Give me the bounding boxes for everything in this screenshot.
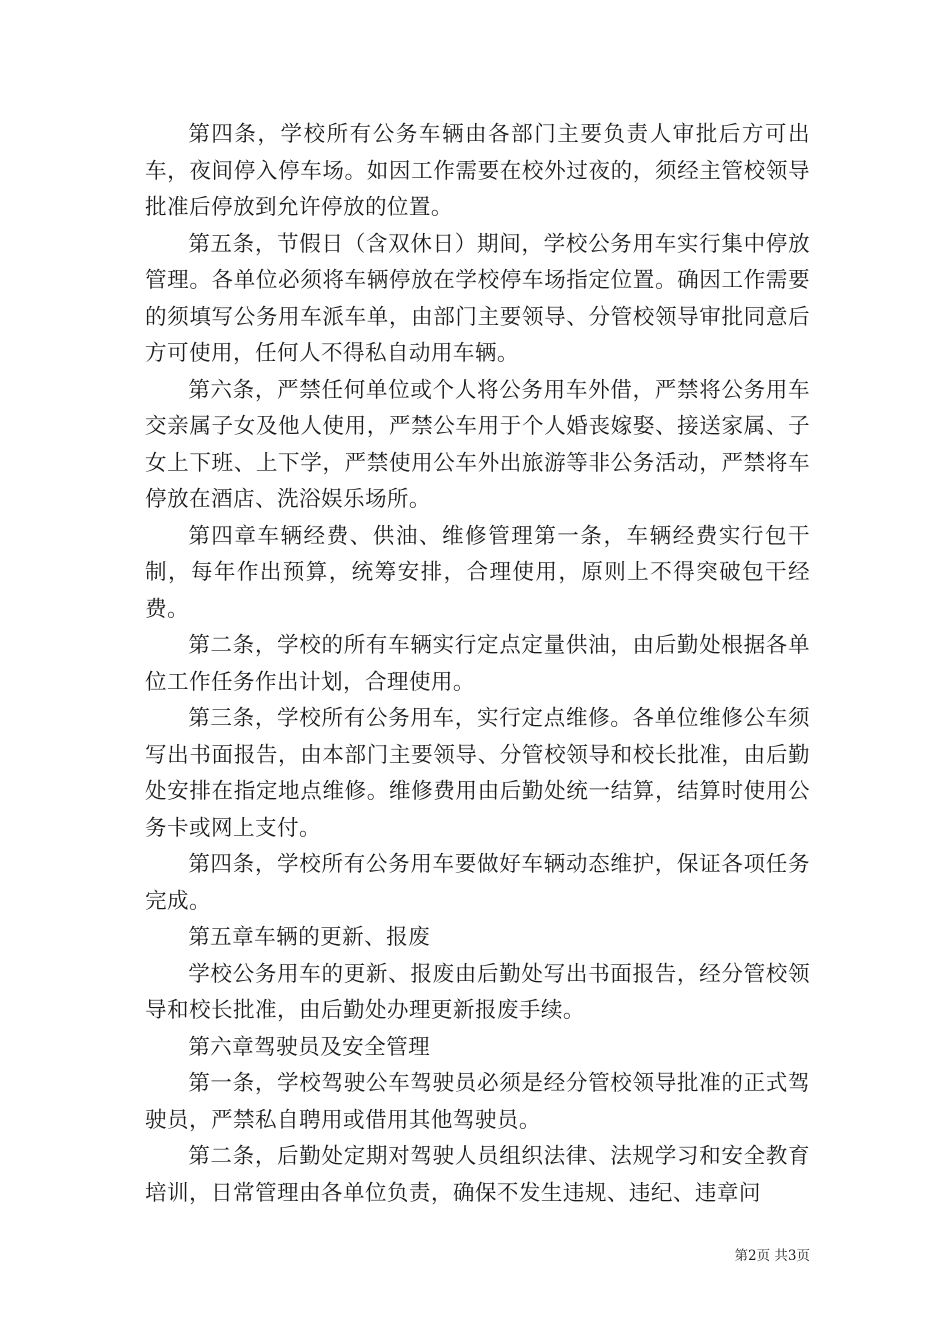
heading-chapter-5: 第五章车辆的更新、报废	[188, 925, 431, 950]
heading-chapter-6: 第六章驾驶员及安全管理	[188, 1034, 431, 1060]
paragraph-chapter-5-renewal: 学校公务用车的更新、报废由后勤处写出书面报告，经分管校领导和校长批准，由后勤处办理更新报废手续。	[145, 961, 810, 1023]
total-pages-number: 3	[787, 1248, 797, 1264]
document-body	[145, 117, 810, 1212]
paragraph-article-1-drivers: 第一条，学校驾驶公车驾驶员必须是经分管校领导批准的正式驾驶员，严禁私自聘用或借用其他驾驶员。	[145, 1071, 810, 1133]
page-label-suffix: 页	[796, 1248, 810, 1264]
paragraph-article-4-maintenance: 第四条，学校所有公务用车要做好车辆动态维护，保证各项任务完成。	[145, 852, 810, 914]
paragraph-article-2-fuel: 第二条，学校的所有车辆实行定点定量供油，由后勤处根据各单位工作任务作出计划，合理使用。	[145, 633, 810, 695]
current-page-number: 2	[748, 1248, 757, 1264]
paragraph-article-6-prohibitions: 第六条，严禁任何单位或个人将公务用车外借，严禁将公务用车交亲属子女及他人使用，严禁公车用于个人婚丧嫁娶、接送家属、子女上下班、上下学，严禁使用公车外出旅游等非公务活动，严禁将车停放在酒店、洗浴娱乐场所。	[145, 377, 810, 512]
paragraph-chapter-4-funding: 第四章车辆经费、供油、维修管理第一条，车辆经费实行包干制，每年作出预算，统筹安排，合理使用，原则上不得突破包干经费。	[145, 523, 810, 622]
paragraph-article-4-parking: 第四条，学校所有公务车辆由各部门主要负责人审批后方可出车，夜间停入停车场。如因工作需要在校外过夜的，须经主管校领导批准后停放到允许停放的位置。	[145, 122, 810, 220]
paragraph-article-2-training: 第二条，后勤处定期对驾驶人员组织法律、法规学习和安全教育培训，日常管理由各单位负责，确保不发生违规、违纪、违章问	[145, 1144, 810, 1206]
paragraph-article-3-repair: 第三条，学校所有公务用车，实行定点维修。各单位维修公车须写出书面报告，由本部门主要领导、分管校领导和校长批准，由后勤处安排在指定地点维修。维修费用由后勤处统一结算，结算时使用公务卡或网上支付。	[145, 706, 810, 841]
page-label-prefix: 第	[734, 1248, 749, 1264]
page-number-footer	[690, 1247, 810, 1265]
paragraph-article-5-holiday: 第五条，节假日（含双休日）期间，学校公务用车实行集中停放管理。各单位必须将车辆停放在学校停车场指定位置。确因工作需要的须填写公务用车派车单，由部门主要领导、分管校领导审批同意后方可使用，任何人不得私自动用车辆。	[145, 231, 810, 366]
page-label-middle: 页 共	[756, 1248, 788, 1264]
